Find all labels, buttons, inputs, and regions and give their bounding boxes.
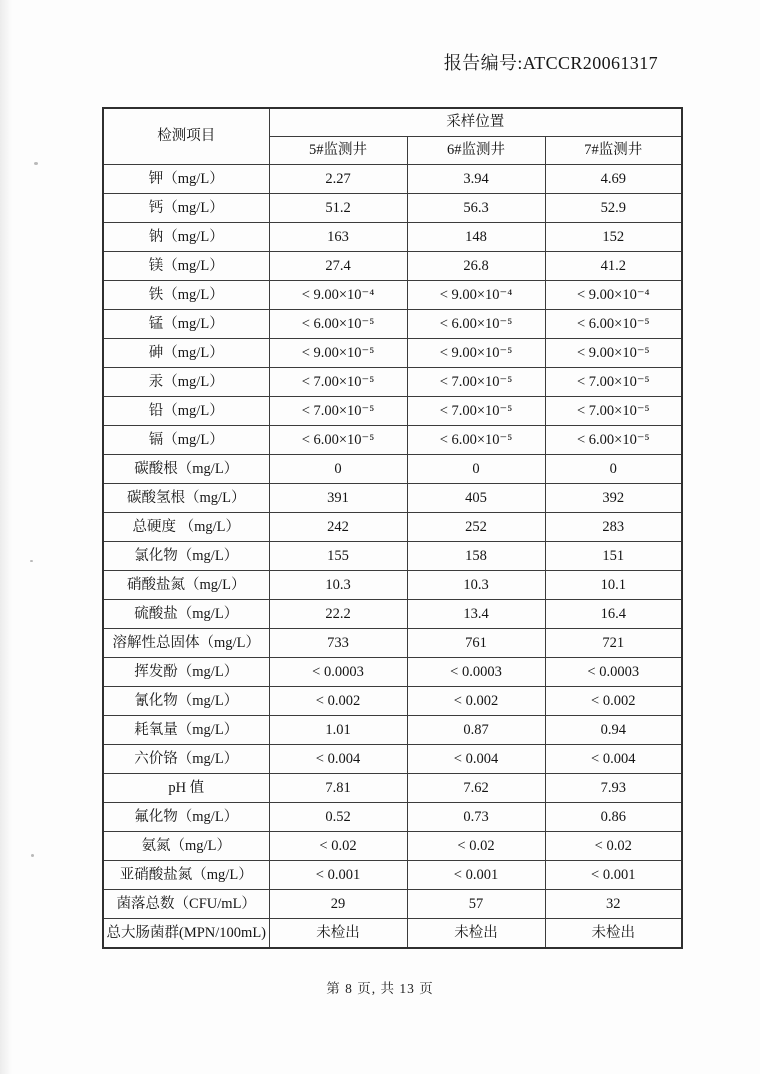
item-label: 菌落总数（CFU/mL） (103, 890, 269, 919)
value-cell: 29 (269, 890, 407, 919)
value-cell: < 0.002 (545, 687, 682, 716)
item-label: pH 值 (103, 774, 269, 803)
table-row (103, 687, 682, 716)
value-cell: 242 (269, 513, 407, 542)
item-label: 钙（mg/L） (103, 194, 269, 223)
item-label: 硫酸盐（mg/L） (103, 600, 269, 629)
value-cell: 27.4 (269, 252, 407, 281)
item-label: 氰化物（mg/L） (103, 687, 269, 716)
value-cell: 148 (407, 223, 545, 252)
value-cell: 2.27 (269, 165, 407, 194)
value-cell: 1.01 (269, 716, 407, 745)
table-row (103, 861, 682, 890)
value-cell: 7.81 (269, 774, 407, 803)
item-label: 氯化物（mg/L） (103, 542, 269, 571)
table-row (103, 165, 682, 194)
item-label: 汞（mg/L） (103, 368, 269, 397)
item-label: 挥发酚（mg/L） (103, 658, 269, 687)
test-results-table (102, 107, 683, 949)
value-cell: 未检出 (545, 919, 682, 949)
value-cell: 52.9 (545, 194, 682, 223)
value-cell: 0.86 (545, 803, 682, 832)
value-cell: 10.3 (407, 571, 545, 600)
value-cell: < 0.02 (407, 832, 545, 861)
well-5-column-header: 5#监测井 (269, 137, 407, 165)
item-label: 铅（mg/L） (103, 397, 269, 426)
value-cell: 391 (269, 484, 407, 513)
value-cell: 4.69 (545, 165, 682, 194)
value-cell: 405 (407, 484, 545, 513)
value-cell: 32 (545, 890, 682, 919)
item-label: 六价铬（mg/L） (103, 745, 269, 774)
table-row (103, 774, 682, 803)
value-cell: < 0.001 (545, 861, 682, 890)
item-label: 总大肠菌群(MPN/100mL) (103, 919, 269, 949)
value-cell: < 7.00×10⁻⁵ (545, 397, 682, 426)
value-cell: 未检出 (269, 919, 407, 949)
value-cell: < 7.00×10⁻⁵ (407, 368, 545, 397)
value-cell: 163 (269, 223, 407, 252)
value-cell: < 0.0003 (545, 658, 682, 687)
value-cell: < 0.001 (407, 861, 545, 890)
table-row (103, 368, 682, 397)
value-cell: 0 (407, 455, 545, 484)
value-cell: < 0.001 (269, 861, 407, 890)
value-cell: < 9.00×10⁻⁵ (269, 339, 407, 368)
value-cell: 158 (407, 542, 545, 571)
item-label: 锰（mg/L） (103, 310, 269, 339)
table-row (103, 426, 682, 455)
item-label: 钠（mg/L） (103, 223, 269, 252)
value-cell: < 7.00×10⁻⁵ (269, 397, 407, 426)
value-cell: 未检出 (407, 919, 545, 949)
value-cell: < 6.00×10⁻⁵ (545, 426, 682, 455)
value-cell: < 0.002 (407, 687, 545, 716)
value-cell: 0.87 (407, 716, 545, 745)
table-row (103, 455, 682, 484)
table-row (103, 716, 682, 745)
table-row (103, 484, 682, 513)
scan-edge-shadow (0, 0, 12, 1074)
table-row (103, 571, 682, 600)
value-cell: 721 (545, 629, 682, 658)
item-column-header: 检测项目 (103, 108, 269, 165)
table-body (103, 165, 682, 949)
value-cell: < 0.0003 (269, 658, 407, 687)
value-cell: 392 (545, 484, 682, 513)
value-cell: 13.4 (407, 600, 545, 629)
well-6-column-header: 6#监测井 (407, 137, 545, 165)
value-cell: 733 (269, 629, 407, 658)
report-number: 报告编号:ATCCR20061317 (443, 53, 658, 73)
value-cell: < 6.00×10⁻⁵ (545, 310, 682, 339)
value-cell: 41.2 (545, 252, 682, 281)
table-row (103, 832, 682, 861)
item-label: 总硬度 （mg/L） (103, 513, 269, 542)
item-label: 碳酸氢根（mg/L） (103, 484, 269, 513)
table-row (103, 310, 682, 339)
table-row (103, 281, 682, 310)
scan-speck (31, 854, 34, 857)
table-row (103, 658, 682, 687)
value-cell: < 0.002 (269, 687, 407, 716)
value-cell: < 9.00×10⁻⁵ (545, 339, 682, 368)
value-cell: < 0.0003 (407, 658, 545, 687)
value-cell: < 0.02 (545, 832, 682, 861)
value-cell: 10.1 (545, 571, 682, 600)
value-cell: 0 (269, 455, 407, 484)
value-cell: < 0.004 (407, 745, 545, 774)
value-cell: 7.93 (545, 774, 682, 803)
value-cell: 761 (407, 629, 545, 658)
table-row (103, 629, 682, 658)
value-cell: < 7.00×10⁻⁵ (545, 368, 682, 397)
value-cell: < 0.02 (269, 832, 407, 861)
page-number: 第 8 页, 共 13 页 (326, 981, 434, 996)
well-7-column-header: 7#监测井 (545, 137, 682, 165)
value-cell: < 9.00×10⁻⁵ (407, 339, 545, 368)
value-cell: 16.4 (545, 600, 682, 629)
item-label: 砷（mg/L） (103, 339, 269, 368)
table-row (103, 397, 682, 426)
value-cell: 26.8 (407, 252, 545, 281)
value-cell: 22.2 (269, 600, 407, 629)
value-cell: < 6.00×10⁻⁵ (407, 310, 545, 339)
header-row-1 (103, 108, 682, 137)
table-row (103, 194, 682, 223)
value-cell: 151 (545, 542, 682, 571)
item-label: 钾（mg/L） (103, 165, 269, 194)
value-cell: < 9.00×10⁻⁴ (407, 281, 545, 310)
table-row (103, 542, 682, 571)
scan-speck (30, 560, 33, 562)
table-row (103, 919, 682, 949)
item-label: 硝酸盐氮（mg/L） (103, 571, 269, 600)
value-cell: 57 (407, 890, 545, 919)
value-cell: 155 (269, 542, 407, 571)
value-cell: 56.3 (407, 194, 545, 223)
table-row (103, 600, 682, 629)
value-cell: 283 (545, 513, 682, 542)
item-label: 碳酸根（mg/L） (103, 455, 269, 484)
table-row (103, 890, 682, 919)
value-cell: < 7.00×10⁻⁵ (269, 368, 407, 397)
table-row (103, 513, 682, 542)
table-row (103, 339, 682, 368)
sampling-location-header: 采样位置 (269, 108, 682, 137)
value-cell: 0.94 (545, 716, 682, 745)
value-cell: 0.73 (407, 803, 545, 832)
table-row (103, 252, 682, 281)
value-cell: 0 (545, 455, 682, 484)
item-label: 溶解性总固体（mg/L） (103, 629, 269, 658)
value-cell: < 6.00×10⁻⁵ (407, 426, 545, 455)
item-label: 耗氧量（mg/L） (103, 716, 269, 745)
item-label: 镉（mg/L） (103, 426, 269, 455)
item-label: 亚硝酸盐氮（mg/L） (103, 861, 269, 890)
value-cell: 7.62 (407, 774, 545, 803)
value-cell: < 9.00×10⁻⁴ (545, 281, 682, 310)
table-row (103, 223, 682, 252)
value-cell: 10.3 (269, 571, 407, 600)
item-label: 氟化物（mg/L） (103, 803, 269, 832)
table-row (103, 803, 682, 832)
value-cell: < 9.00×10⁻⁴ (269, 281, 407, 310)
scan-speck (34, 162, 38, 165)
table-row (103, 745, 682, 774)
value-cell: < 7.00×10⁻⁵ (407, 397, 545, 426)
value-cell: 3.94 (407, 165, 545, 194)
item-label: 镁（mg/L） (103, 252, 269, 281)
value-cell: < 6.00×10⁻⁵ (269, 426, 407, 455)
value-cell: 51.2 (269, 194, 407, 223)
value-cell: < 6.00×10⁻⁵ (269, 310, 407, 339)
value-cell: < 0.004 (545, 745, 682, 774)
item-label: 氨氮（mg/L） (103, 832, 269, 861)
value-cell: 0.52 (269, 803, 407, 832)
value-cell: 252 (407, 513, 545, 542)
item-label: 铁（mg/L） (103, 281, 269, 310)
value-cell: 152 (545, 223, 682, 252)
value-cell: < 0.004 (269, 745, 407, 774)
